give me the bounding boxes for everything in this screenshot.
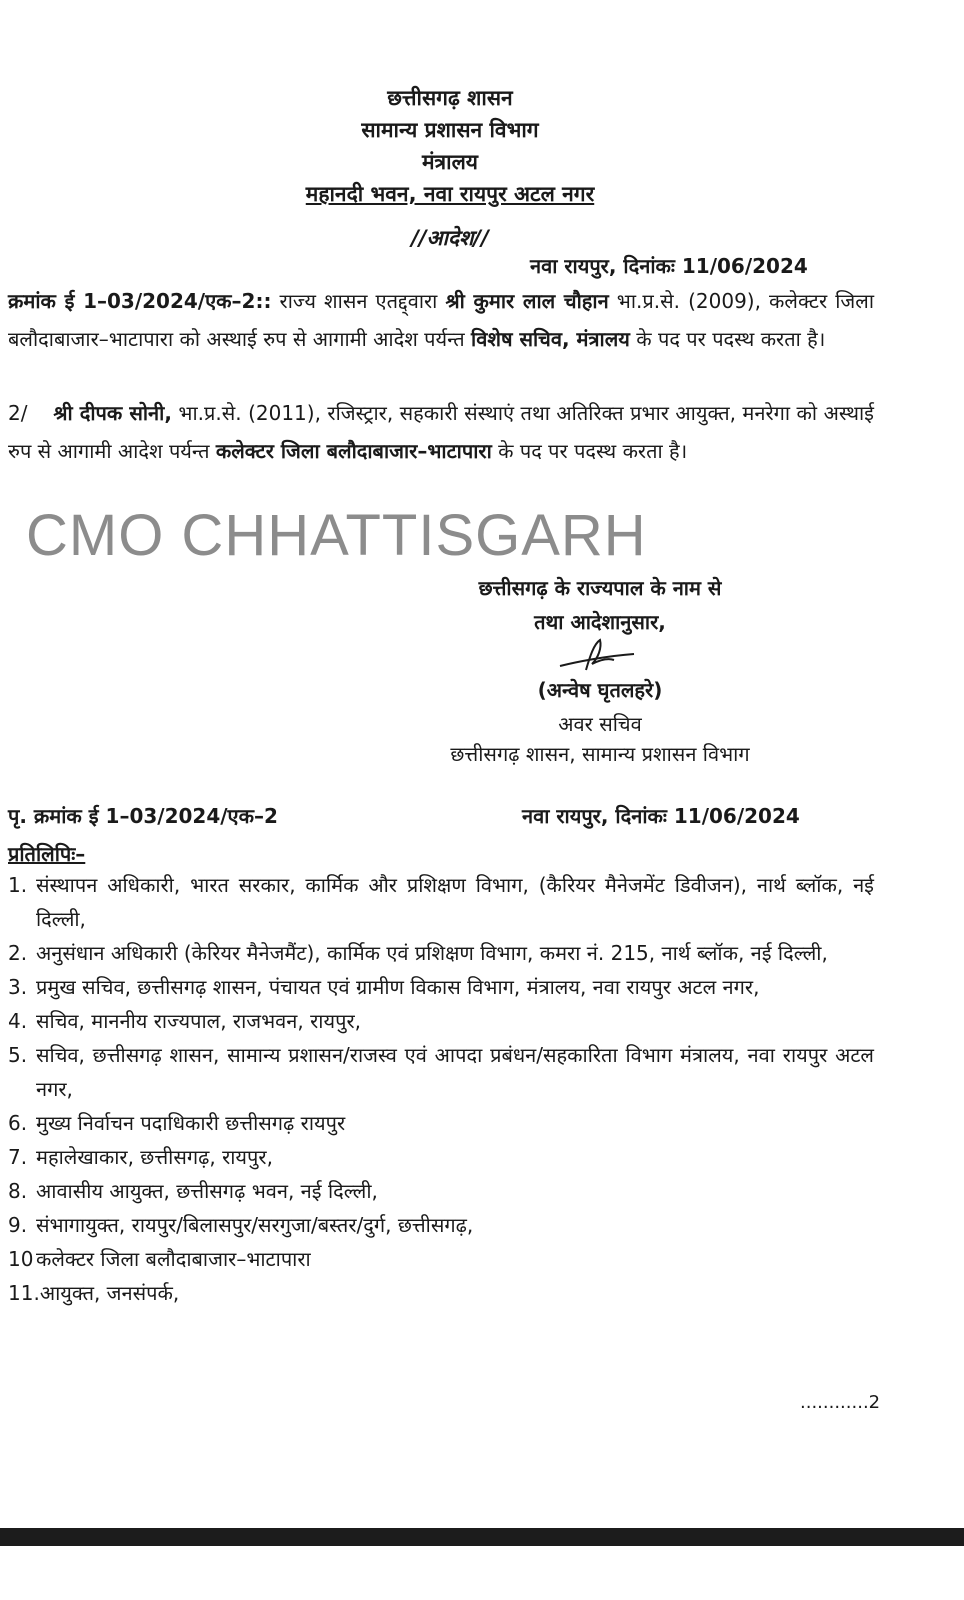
signatory-name: (अन्वेष घृतलहरे) xyxy=(537,678,663,702)
government-name: छत्तीसगढ़ शासन xyxy=(387,86,513,110)
copy-recipient-list xyxy=(8,868,874,1310)
officer-name-2: श्री दीपक सोनी, xyxy=(53,401,172,425)
list-item: 7. महालेखाकार, छत्तीसगढ़, रायपुर, xyxy=(8,1145,273,1169)
list-item: 1. संस्थापन अधिकारी, भारत सरकार, कार्मिक और प्रशिक्षण विभाग, (कैरियर मैनेजमेंट डिवीजन), नार्थ ब्लॉक, नई दिल्ली, xyxy=(8,873,874,931)
signature-mark xyxy=(556,636,640,676)
copy-heading: प्रतिलिपिः– xyxy=(8,842,86,866)
new-post-2: कलेक्टर जिला बलौदाबाजार–भाटापारा xyxy=(215,439,492,463)
watermark-text: CMO CHHATTISGARH xyxy=(26,503,647,568)
department-name: सामान्य प्रशासन विभाग xyxy=(361,118,539,142)
office-address: महानदी भवन, नवा रायपुर अटल नगर xyxy=(305,182,595,206)
signatory-designation: अवर सचिव xyxy=(558,712,642,736)
order-place-date: नवा रायपुर, दिनांकः 11/06/2024 xyxy=(530,254,808,278)
signatory-office: छत्तीसगढ़ शासन, सामान्य प्रशासन विभाग xyxy=(450,742,750,766)
copy-place-date: नवा रायपुर, दिनांकः 11/06/2024 xyxy=(522,804,800,828)
authority-line-2: तथा आदेशानुसार, xyxy=(534,610,666,634)
list-item: 5. सचिव, छत्तीसगढ़ शासन, सामान्य प्रशासन/राजस्व एवं आपदा प्रबंधन/सहकारिता विभाग मंत्रालय, नवा रायपुर अटल नगर, xyxy=(8,1043,874,1101)
authority-line-1: छत्तीसगढ़ के राज्यपाल के नाम से xyxy=(478,576,722,600)
list-item: 2. अनुसंधान अधिकारी (केरियर मैनेजमैंट), कार्मिक एवं प्रशिक्षण विभाग, कमरा नं. 215, नार्थ ब्लॉक, नई दिल्ली, xyxy=(8,941,828,965)
order-paragraph-1: क्रमांक ई 1–03/2024/एक–2:: राज्य शासन एतद्द्वारा श्री कुमार लाल चौहान भा.प्र.से. (2009), कलेक्टर जिला बलौदाबाजार–भाटापारा को अस्थाई रुप से आगामी आदेश पर्यन्त विशेष सचिव, मंत्रालय के पद पर पदस्थ करता है। xyxy=(8,289,875,351)
list-item: 3. प्रमुख सचिव, छत्तीसगढ़ शासन, पंचायत एवं ग्रामीण विकास विभाग, मंत्रालय, नवा रायपुर अटल नगर, xyxy=(8,975,760,999)
list-item: 6. मुख्य निर्वाचन पदाधिकारी छत्तीसगढ़ रायपुर xyxy=(8,1111,346,1135)
new-post-1: विशेष सचिव, मंत्रालय xyxy=(471,327,630,351)
list-item: 9. संभागायुक्त, रायपुर/बिलासपुर/सरगुजा/बस्तर/दुर्ग, छत्तीसगढ़, xyxy=(8,1213,474,1237)
order-reference: क्रमांक ई 1–03/2024/एक–2:: xyxy=(8,289,272,313)
order-paragraph-2: 2/ श्री दीपक सोनी, भा.प्र.से. (2011), रजिस्ट्रार, सहकारी संस्थाएं तथा अतिरिक्त प्रभार आयुक्त, मनरेगा को अस्थाई रुप से आगामी आदेश पर्यन्त कलेक्टर जिला बलौदाबाजार–भाटापारा के पद पर पदस्थ करता है। xyxy=(8,401,875,463)
officer-name-1: श्री कुमार लाल चौहान xyxy=(445,289,609,313)
list-item: 8. आवासीय आयुक्त, छत्तीसगढ़ भवन, नई दिल्ली, xyxy=(8,1179,378,1203)
list-item: 10 कलेक्टर जिला बलौदाबाजार–भाटापारा xyxy=(8,1247,311,1271)
order-title: //आदेश// xyxy=(411,226,489,250)
copy-reference: पृ. क्रमांक ई 1–03/2024/एक–2 xyxy=(8,804,278,828)
ministry-name: मंत्रालय xyxy=(421,150,478,174)
list-item: 11. आयुक्त, जनसंपर्क, xyxy=(8,1281,180,1305)
list-item: 4. सचिव, माननीय राज्यपाल, राजभवन, रायपुर, xyxy=(8,1009,361,1033)
page-indicator: ............2 xyxy=(800,1392,881,1413)
bottom-bar xyxy=(0,1528,964,1546)
